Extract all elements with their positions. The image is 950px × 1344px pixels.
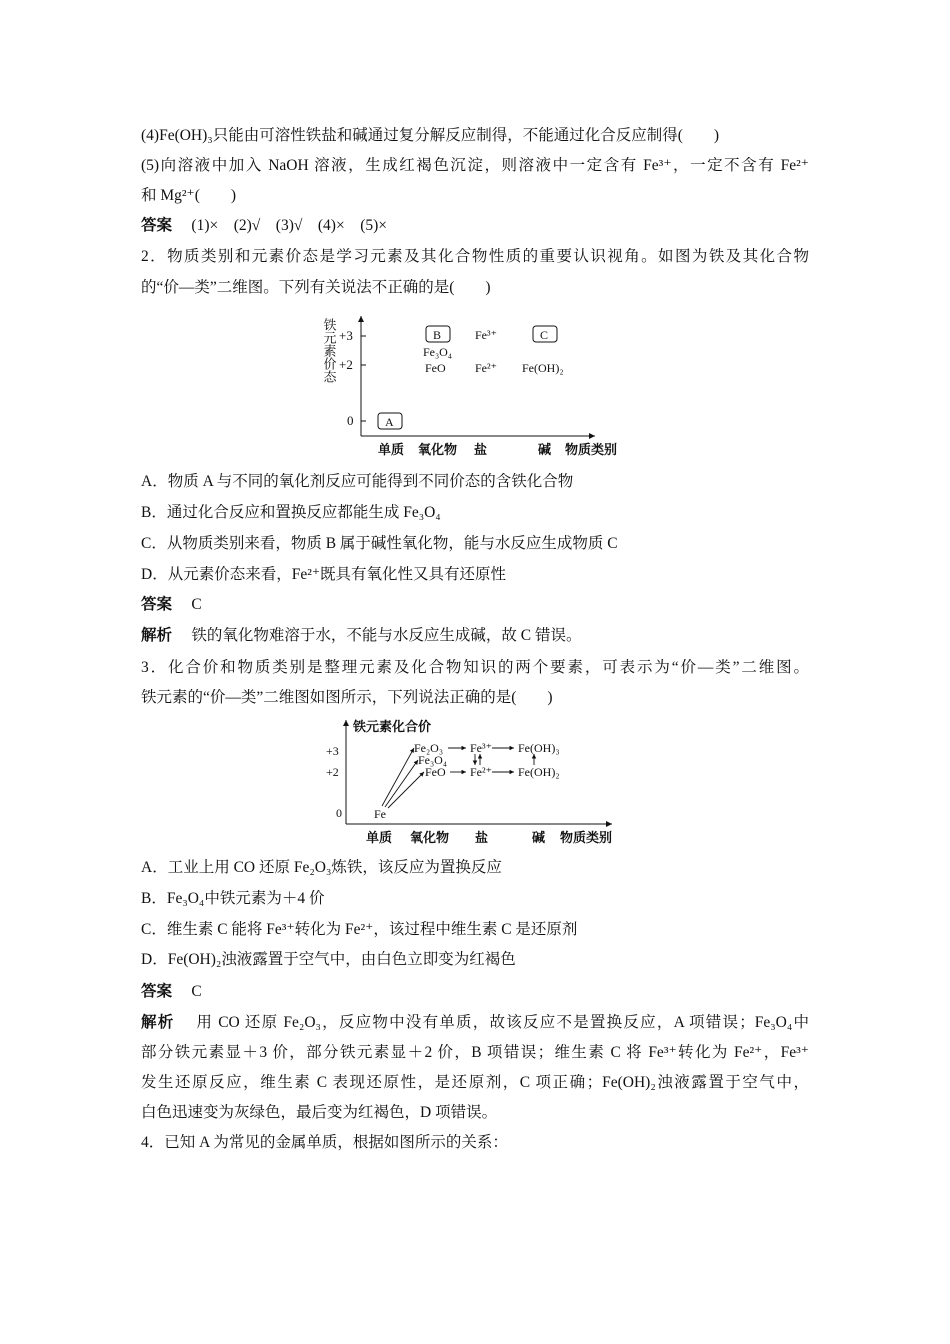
q2-box-c-label: C (540, 328, 549, 342)
q3-ytick-plus2: +2 (326, 765, 339, 779)
q3-ytick-plus3: +3 (326, 744, 339, 758)
q2-xtick-salt: 盐 (474, 442, 488, 457)
q3-xtick-oxide: 氧化物 (410, 830, 450, 845)
q1-answer (141, 216, 387, 236)
q2-option-a: A．物质 A 与不同的氧化剂反应可能得到不同价态的含铁化合物 (141, 473, 574, 490)
q2-xtick-elemental: 单质 (378, 442, 405, 457)
q2-option-d: D．从元素价态来看，Fe²⁺既具有氧化性又具有还原性 (141, 566, 507, 583)
q3-feoh2-label: Fe(OH)₂ (518, 765, 560, 779)
q3-analysis-line2: 部分铁元素显＋3 价，部分铁元素显＋2 价，B 项错误；维生素 C 将 Fe³⁺转化为 Fe²⁺，Fe³⁺ (141, 1044, 809, 1061)
q2-ytick-plus3: +3 (339, 328, 353, 343)
q3-fe3o4-label: Fe₃O₄ (418, 753, 448, 767)
q2-box-b-label: B (433, 328, 442, 342)
q3-y-axis-label: 铁元素化合价 (353, 719, 432, 734)
q3-option-b: B．Fe₃O₄中铁元素为＋4 价 (141, 890, 325, 907)
q3-fe-label: Fe (374, 807, 386, 821)
q2-fe3-label: Fe³⁺ (475, 328, 497, 342)
q2-xtick-oxide: 氧化物 (418, 442, 458, 457)
q3-option-c: C．维生素 C 能将 Fe³⁺转化为 Fe²⁺，该过程中维生素 C 是还原剂 (141, 921, 578, 938)
q2-stem-line1: 2．物质类别和元素价态是学习元素及其化合物性质的重要认识视角。如图为铁及其化合物 (141, 248, 809, 265)
answer-label: 答案 (141, 596, 173, 613)
q3-xtick-base: 碱 (532, 830, 546, 845)
q2-ytick-0: 0 (347, 413, 354, 428)
q2-option-b: B．通过化合反应和置换反应都能生成 Fe₃O₄ (141, 504, 441, 521)
q2-box-a-label: A (385, 415, 394, 429)
answer-label: 答案 (141, 217, 173, 234)
q3-fe2-label: Fe²⁺ (470, 765, 492, 779)
analysis-label: 解析 (141, 1014, 175, 1031)
q2-x-axis-label: 物质类别 (565, 442, 618, 457)
q2-y-axis-label: 铁元素价态 (321, 318, 337, 383)
q3-stem-line2: 铁元素的“价—类”二维图如图所示，下列说法正确的是( ) (141, 689, 553, 706)
answer-label: 答案 (141, 983, 173, 1000)
analysis-label: 解析 (141, 627, 173, 644)
q3-option-d: D．Fe(OH)₂浊液露置于空气中，由白色立即变为红褐色 (141, 951, 516, 968)
q1-item-5-line2: 和 Mg²⁺( ) (141, 187, 237, 204)
analysis-text: 铁的氧化物难溶于水，不能与水反应生成碱，故 C 错误。 (191, 627, 582, 644)
q3-xtick-salt: 盐 (475, 830, 489, 845)
q2-feo-label: FeO (425, 361, 446, 375)
q3-fe3-label: Fe³⁺ (470, 741, 492, 755)
q3-answer (141, 982, 202, 1002)
q2-ytick-plus2: +2 (339, 357, 353, 372)
q1-item-4: (4)Fe(OH)₃只能由可溶性铁盐和碱通过复分解反应制得，不能通过化合反应制得( ) (141, 127, 720, 144)
q2-analysis (141, 626, 582, 646)
q2-feoh2-label: Fe(OH)₂ (522, 361, 564, 375)
q4-stem: 4．已知 A 为常见的金属单质，根据如图所示的关系： (141, 1134, 508, 1151)
answer-value: C (191, 596, 202, 613)
q2-stem-line2: 的“价—类”二维图。下列有关说法不正确的是( ) (141, 279, 491, 296)
q3-analysis-line4: 白色迅速变为灰绿色，最后变为红褐色，D 项错误。 (141, 1104, 498, 1121)
answer-value: (1)× (2)√ (3)√ (4)× (5)× (191, 217, 388, 234)
q3-feoh3-label: Fe(OH)₃ (518, 741, 560, 755)
q3-x-axis-label: 物质类别 (560, 830, 613, 845)
q3-xtick-elemental: 单质 (366, 830, 393, 845)
q2-valence-class-chart (315, 308, 635, 463)
q3-valence-class-chart (322, 714, 632, 852)
q3-stem-line1: 3．化合价和物质类别是整理元素及化合物知识的两个要素，可表示为“价—类”二维图。 (141, 659, 809, 676)
q3-analysis-line1 (141, 1013, 809, 1033)
q3-feo-label: FeO (425, 765, 446, 779)
answer-value: C (191, 983, 202, 1000)
q3-analysis-line3: 发生还原反应，维生素 C 表现还原性，是还原剂，C 项正确；Fe(OH)₂浊液露置于空气中， (141, 1074, 809, 1091)
q2-xtick-base: 碱 (538, 442, 552, 457)
q2-option-c: C．从物质类别来看，物质 B 属于碱性氧化物，能与水反应生成物质 C (141, 535, 618, 552)
q2-fe2-label: Fe²⁺ (475, 361, 497, 375)
q3-arrow-fe-to-fe2o3 (382, 748, 414, 806)
q2-fe3o4-label: Fe₃O₄ (423, 345, 453, 359)
q2-answer (141, 595, 202, 615)
q3-fe2o3-label: Fe₂O₃ (414, 741, 444, 755)
q1-item-5-line1: (5)向溶液中加入 NaOH 溶液，生成红褐色沉淀，则溶液中一定含有 Fe³⁺，一定不含有 Fe²⁺ (141, 157, 809, 174)
analysis-text-1: 用 CO 还原 Fe₂O₃，反应物中没有单质，故该反应不是置换反应，A 项错误；Fe₃O₄中 (196, 1014, 809, 1031)
q3-ytick-0: 0 (336, 806, 342, 820)
q3-option-a: A．工业上用 CO 还原 Fe₂O₃炼铁，该反应为置换反应 (141, 859, 502, 876)
